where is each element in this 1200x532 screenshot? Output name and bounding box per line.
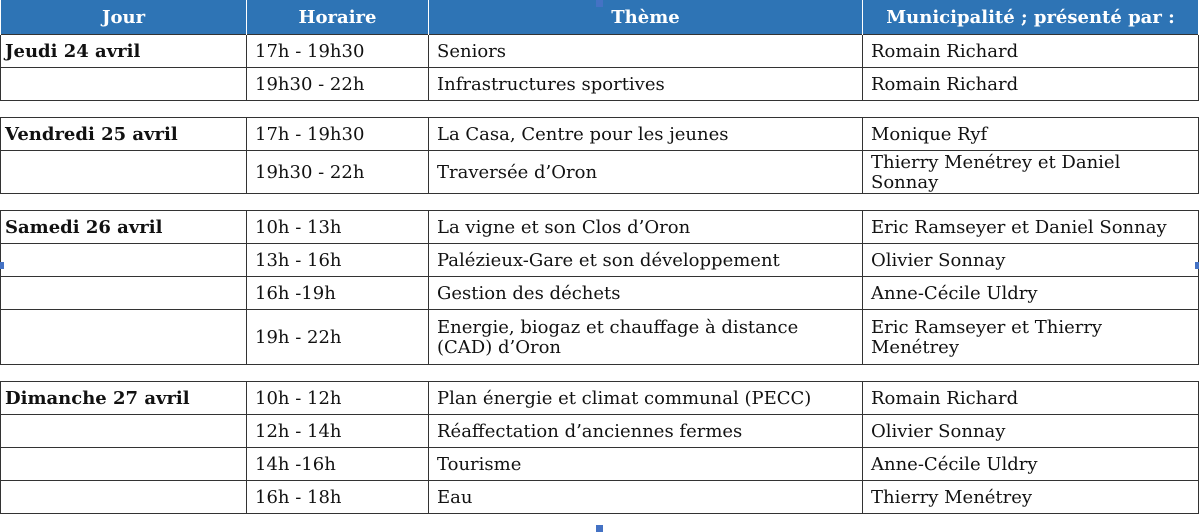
- resize-handle-right[interactable]: [1195, 262, 1199, 269]
- presenter-cell: Romain Richard: [863, 68, 1199, 101]
- presenter-cell: Olivier Sonnay: [863, 415, 1199, 448]
- day-cell: Vendredi 25 avril: [1, 118, 247, 151]
- time-cell: 10h - 12h: [247, 382, 429, 415]
- theme-cell: Réaffectation d’anciennes fermes: [429, 415, 863, 448]
- theme-cell: Palézieux-Gare et son développement: [429, 244, 863, 277]
- presenter-cell: Romain Richard: [863, 382, 1199, 415]
- table-row: [1, 35, 1199, 68]
- day-cell: [1, 481, 247, 514]
- day-cell: Samedi 26 avril: [1, 211, 247, 244]
- spacer-row: [1, 194, 1199, 211]
- day-cell: [1, 310, 247, 365]
- header-day: Jour: [1, 0, 247, 35]
- table-row: [1, 118, 1199, 151]
- presenter-cell: Eric Ramseyer et Thierry Menétrey: [863, 310, 1199, 365]
- day-cell: Dimanche 27 avril: [1, 382, 247, 415]
- theme-cell: Eau: [429, 481, 863, 514]
- spacer-row: [1, 365, 1199, 382]
- table-row: [1, 415, 1199, 448]
- time-cell: 16h -19h: [247, 277, 429, 310]
- time-cell: 19h - 22h: [247, 310, 429, 365]
- table-row: [1, 277, 1199, 310]
- resize-handle-left[interactable]: [0, 262, 4, 269]
- resize-handle-top[interactable]: [596, 0, 603, 7]
- time-cell: 19h30 - 22h: [247, 68, 429, 101]
- theme-cell: Tourisme: [429, 448, 863, 481]
- day-cell: [1, 415, 247, 448]
- theme-cell: Energie, biogaz et chauffage à distance (CAD) d’Oron: [429, 310, 863, 365]
- theme-cell: La Casa, Centre pour les jeunes: [429, 118, 863, 151]
- table-row: [1, 151, 1199, 194]
- time-cell: 16h - 18h: [247, 481, 429, 514]
- day-cell: [1, 277, 247, 310]
- header-time: Horaire: [247, 0, 429, 35]
- time-cell: 19h30 - 22h: [247, 151, 429, 194]
- theme-cell: Traversée d’Oron: [429, 151, 863, 194]
- theme-cell: Gestion des déchets: [429, 277, 863, 310]
- theme-cell: La vigne et son Clos d’Oron: [429, 211, 863, 244]
- presenter-cell: Thierry Menétrey et Daniel Sonnay: [863, 151, 1199, 194]
- table-row: [1, 448, 1199, 481]
- day-cell: [1, 68, 247, 101]
- theme-cell: Plan énergie et climat communal (PECC): [429, 382, 863, 415]
- header-presenter: Municipalité ; présenté par :: [863, 0, 1199, 35]
- time-cell: 12h - 14h: [247, 415, 429, 448]
- table-row: [1, 68, 1199, 101]
- table-row: [1, 481, 1199, 514]
- table-row: [1, 382, 1199, 415]
- day-cell: [1, 448, 247, 481]
- day-cell: Jeudi 24 avril: [1, 35, 247, 68]
- presenter-cell: Eric Ramseyer et Daniel Sonnay: [863, 211, 1199, 244]
- time-cell: 13h - 16h: [247, 244, 429, 277]
- table-row: [1, 244, 1199, 277]
- day-cell: [1, 244, 247, 277]
- theme-cell: Infrastructures sportives: [429, 68, 863, 101]
- presenter-cell: Anne-Cécile Uldry: [863, 277, 1199, 310]
- day-cell: [1, 151, 247, 194]
- presenter-cell: Thierry Menétrey: [863, 481, 1199, 514]
- time-cell: 10h - 13h: [247, 211, 429, 244]
- time-cell: 14h -16h: [247, 448, 429, 481]
- time-cell: 17h - 19h30: [247, 35, 429, 68]
- header-theme: Thème: [429, 0, 863, 35]
- time-cell: 17h - 19h30: [247, 118, 429, 151]
- resize-handle-bottom[interactable]: [596, 525, 603, 532]
- presenter-cell: Romain Richard: [863, 35, 1199, 68]
- presenter-cell: Monique Ryf: [863, 118, 1199, 151]
- presenter-cell: Anne-Cécile Uldry: [863, 448, 1199, 481]
- spacer-row: [1, 101, 1199, 118]
- presenter-cell: Olivier Sonnay: [863, 244, 1199, 277]
- theme-cell: Seniors: [429, 35, 863, 68]
- table-row: [1, 211, 1199, 244]
- table-row: [1, 310, 1199, 365]
